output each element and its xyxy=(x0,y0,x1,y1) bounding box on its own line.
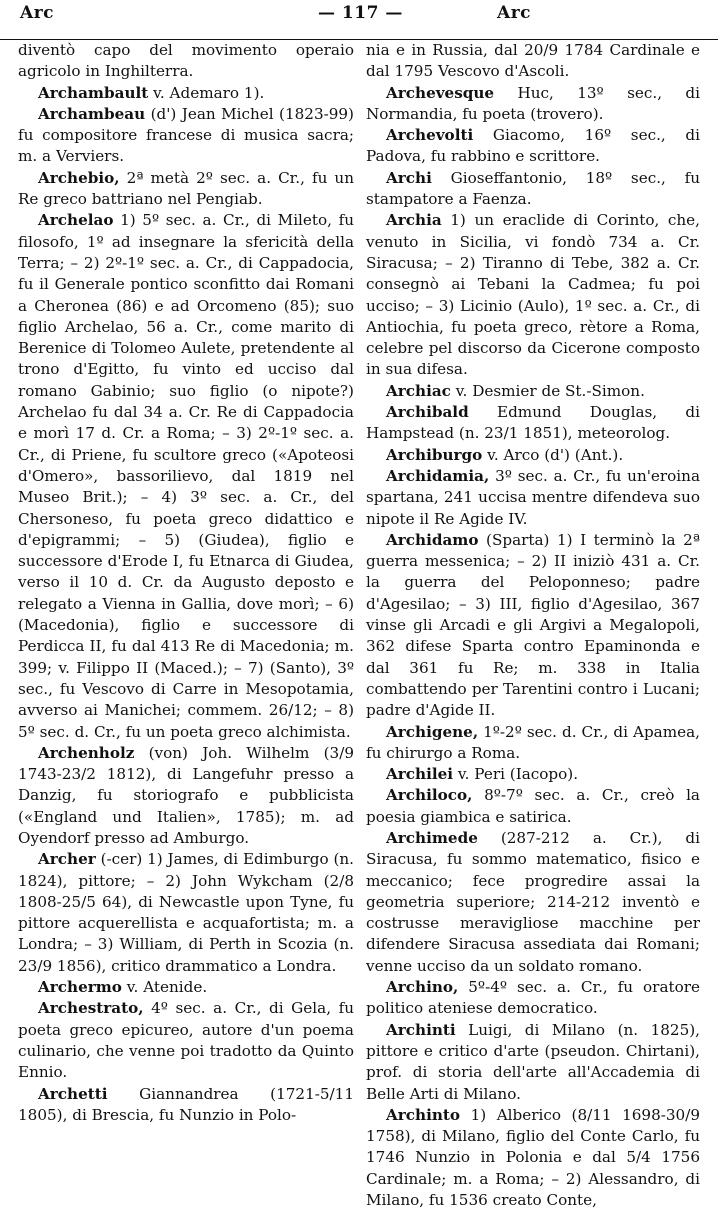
dictionary-entry xyxy=(18,977,354,998)
entry-headword: Archebio, xyxy=(38,168,120,187)
entry-text: 5º-4º sec. a. Cr., fu oratore politico ateniese democratico. xyxy=(366,978,700,1018)
entry-headword: Archimede xyxy=(386,828,478,847)
entry-text: 1º-2º sec. d. Cr., di Apamea, fu chirurgo a Roma. xyxy=(366,722,700,762)
dictionary-entry xyxy=(366,1105,700,1211)
dictionary-entry xyxy=(366,381,700,402)
entry-headword: Archiac xyxy=(386,381,451,400)
dictionary-entry xyxy=(18,743,354,849)
dictionary-entry xyxy=(366,445,700,466)
entry-text: (von) Joh. Wilhelm (3/9 1743-23/2 1812), di Langefuhr presso a Danzig, fu storiografo e pubblicista («England und Italien», 1785); m. ad Oyendorf presso ad Amburgo. xyxy=(18,743,354,847)
dictionary-entry xyxy=(18,849,354,977)
entry-headword: Archambault xyxy=(38,83,149,102)
entry-text: 2ª metà 2º sec. a. Cr., fu un Re greco battriano nel Pengiab. xyxy=(18,168,354,209)
entry-headword: Archestrato, xyxy=(38,999,144,1018)
entry-headword: Archelao xyxy=(38,211,114,230)
page-number: — 117 — xyxy=(318,3,403,23)
dictionary-entry xyxy=(366,168,700,211)
dictionary-entry xyxy=(366,402,700,445)
entry-text: Edmund Douglas, di Hampstead (n. 23/1 1851), meteorolog. xyxy=(366,403,700,443)
dictionary-entry xyxy=(366,785,700,828)
dictionary-entry xyxy=(366,1020,700,1105)
dictionary-entry xyxy=(366,83,700,126)
entry-text: (Sparta) 1) I terminò la 2ª guerra messenica; – 2) II iniziò 431 a. Cr. la guerra del Peloponneso; padre d'Agesilao; – 3) III, figlio d'Agesilao, 367 vinse gli Arcadi e gli Argivi a Megalopoli, 362 difese Sparta contro Epaminonda e dal 361 fu Re; m. 338 in Italia combattendo per Tarentini contro i Lucani; padre d'Agide II. xyxy=(366,530,700,720)
entry-text: v. Desmier de St.-Simon. xyxy=(450,381,645,400)
entry-text: (-cer) 1) James, di Edimburgo (n. 1824), pittore; – 2) John Wykcham (2/8 1808-25/5 64), di Newcastle upon Tyne, fu pittore acquerellista e acquafortista; m. a Londra; – 3) William, di Perth in Scozia (n. 23/9 1856), critico drammatico a Londra. xyxy=(18,850,355,975)
entry-text: 1) Alberico (8/11 1698-30/9 1758), di Milano, figlio del Conte Carlo, fu 1746 Nunzio in Polonia e dal 5/4 1756 Cardinale; m. a Roma; – 2) Alessandro, di Milano, fu 1536 creato Conte, xyxy=(366,1105,700,1210)
entry-text: Gioseffantonio, 18º sec., fu stampatore a Faenza. xyxy=(366,168,700,209)
entry-text: (287-212 a. Cr.), di Siracusa, fu sommo matematico, fisico e meccanico; fece progredire assai la geometria superiore; 214-212 inventò e costrusse meravigliose macchine per difendere Siracusa assediata dai Romani; venne ucciso da un soldato romano. xyxy=(366,828,700,975)
entry-headword: Archinto xyxy=(386,1105,461,1124)
dictionary-entry xyxy=(366,764,700,785)
dictionary-entry xyxy=(18,168,354,211)
entry-headword: Archambeau xyxy=(38,104,146,123)
entry-headword: Archermo xyxy=(38,978,122,997)
entry-text: 3º sec. a. Cr., fu un'eroina spartana, 241 uccisa mentre difendeva suo nipote il Re Agide IV. xyxy=(366,466,700,528)
entry-headword: Archetti xyxy=(38,1084,108,1103)
entry-headword: Archiloco, xyxy=(386,786,473,805)
entry-headword: Archibald xyxy=(386,403,469,422)
entry-headword: Archidamo xyxy=(386,530,479,549)
entry-text: Huc, 13º sec., di Normandia, fu poeta (trovero). xyxy=(366,83,700,123)
dictionary-entry xyxy=(366,40,700,83)
entry-headword: Archinti xyxy=(386,1020,456,1039)
right-column xyxy=(366,40,700,1210)
entry-text: diventò capo del movimento operaio agricolo in Inghilterra. xyxy=(18,41,354,81)
entry-headword: Archenholz xyxy=(38,743,135,762)
entry-text: v. Atenide. xyxy=(121,978,208,997)
entry-headword: Archi xyxy=(386,168,432,187)
dictionary-entry xyxy=(18,83,354,104)
entry-text: 8º-7º sec. a. Cr., creò la poesia giambica e satirica. xyxy=(366,786,700,826)
left-column xyxy=(18,40,354,1133)
entry-text: v. Ademaro 1). xyxy=(148,83,265,102)
entry-headword: Archer xyxy=(38,850,96,869)
dictionary-entry xyxy=(366,125,700,168)
entry-text: Luigi, di Milano (n. 1825), pittore e critico d'arte (pseudon. Chirtani), prof. di storia dell'arte all'Accademia di Belle Arti di Milano. xyxy=(366,1020,700,1103)
dictionary-entry xyxy=(366,466,700,530)
entry-headword: Archia xyxy=(386,211,442,230)
entry-headword: Archino, xyxy=(386,978,459,997)
header-right-guide-word: Arc xyxy=(497,3,531,23)
entry-headword: Archidamia, xyxy=(386,466,490,485)
dictionary-entry xyxy=(366,210,700,380)
dictionary-entry xyxy=(366,828,700,977)
dictionary-entry xyxy=(366,722,700,765)
dictionary-entry xyxy=(18,104,354,168)
entry-text: v. Peri (Iacopo). xyxy=(453,765,579,784)
entry-text: nia e in Russia, dal 20/9 1784 Cardinale e dal 1795 Vescovo d'Ascoli. xyxy=(366,41,700,81)
entry-text: 1) un eraclide di Corinto, che, venuto in Sicilia, vi fondò 734 a. Cr. Siracusa; – 2) Tiranno di Tebe, 382 a. Cr. consegnò ai Tebani la Cadmea; fu poi ucciso; – 3) Licinio (Aulo), 1º sec. a. Cr., di Antiochia, fu poeta greco, rètore a Roma, celebre pel discorso da Cicerone composto in sua difesa. xyxy=(366,211,700,379)
entry-text: Giacomo, 16º sec., di Padova, fu rabbino e scrittore. xyxy=(366,126,700,166)
dictionary-entry xyxy=(18,1084,354,1127)
entry-text: 1) 5º sec. a. Cr., di Mileto, fu filosofo, 1º ad insegnare la sfericità della Terra; – 2) 2º-1º sec. a. Cr., di Cappadocia, fu il Generale pontico sconfitto dai Romani a Cheronea (86) e ad Orcomeno (85); suo figlio Archelao, 56 a. Cr., come marito di Berenice di Tolomeo Aulete, pretendente al trono d'Egitto, fu vinto ed ucciso dal romano Gabinio; suo figlio (o nipote?) Archelao fu dal 34 a. Cr. Re di Cappadocia e morì 17 d. Cr. a Roma; – 3) 2º-1º sec. a. Cr., di Priene, fu scultore greco («Apoteosi d'Omero», bassorilievo, dal 1819 nel Museo Brit.); – 4) 3º sec. a. Cr., del Chersoneso, fu poeta greco didattico e d'epigrammi; – 5) (Giudea), figlio e successore d'Erode I, fu Etnarca di Giudea, verso il 10 d. Cr. da Augusto deposto e relegato a Vienna in Gallia, dove morì; – 6) (Macedonia), figlio e successore di Perdicca II, fu dal 413 Re di Macedonia; m. 399; v. Filippo II (Maced.); – 7) (Santo), 3º sec., fu Vescovo di Carre in Mesopotamia, avverso ai Manichei; commem. 26/12; – 8) 5º sec. d. Cr., fu un poeta greco alchimista. xyxy=(18,211,354,741)
dictionary-entry xyxy=(366,530,700,722)
entry-text: (d') Jean Michel (1823-99) fu compositore francese di musica sacra; m. a Verviers. xyxy=(18,104,354,166)
entry-text: v. Arco (d') (Ant.). xyxy=(482,445,624,464)
entry-headword: Archilei xyxy=(386,765,454,784)
entry-headword: Archevolti xyxy=(386,126,474,145)
dictionary-entry xyxy=(18,210,354,742)
dictionary-entry xyxy=(366,977,700,1020)
entry-text: 4º sec. a. Cr., di Gela, fu poeta greco epicureo, autore d'un poema culinario, che venne poi tradotto da Quinto Ennio. xyxy=(18,999,354,1082)
dictionary-entry xyxy=(18,40,354,83)
entry-headword: Archigene, xyxy=(386,722,479,741)
entry-text: Giannandrea (1721-5/11 1805), di Brescia, fu Nunzio in Polo- xyxy=(18,1084,354,1124)
entry-headword: Archevesque xyxy=(386,83,495,102)
dictionary-entry xyxy=(18,998,354,1083)
entry-headword: Archiburgo xyxy=(386,445,483,464)
page-header xyxy=(0,0,718,40)
header-left-guide-word: Arc xyxy=(20,3,54,23)
